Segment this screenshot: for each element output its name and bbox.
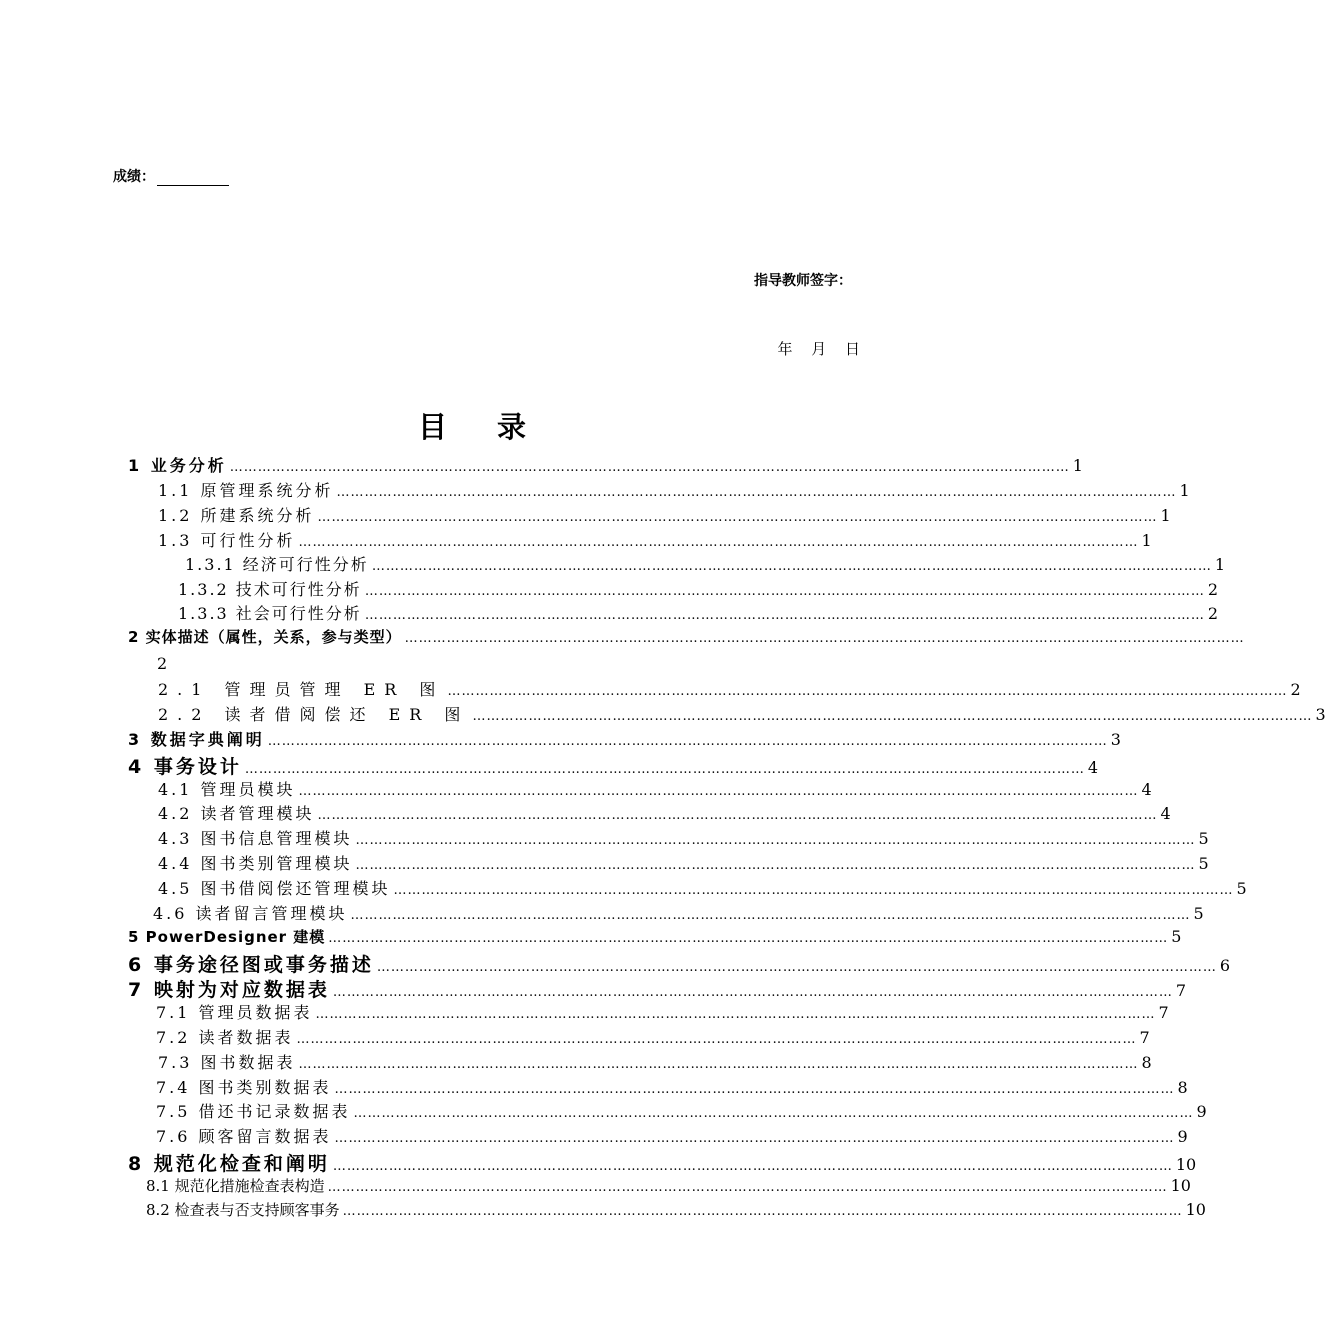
toc-entry-page-number: 7 xyxy=(1158,1003,1169,1022)
toc-entry-page-number: 7 xyxy=(1175,981,1187,1000)
toc-entry[interactable] xyxy=(128,1149,1197,1175)
toc-entry-label: 7.5 借还书记录数据表 xyxy=(156,1102,351,1121)
toc-entry[interactable] xyxy=(158,677,1301,702)
toc-dot-leader: ……………………………………………………………………………………………………………………………………………………………… xyxy=(404,631,1245,646)
toc-dot-leader: ……………………………………………………………………………………………………………………………………………………………… xyxy=(336,485,1177,500)
toc-dot-leader: ……………………………………………………………………………………………………………………………………………………………… xyxy=(298,1057,1139,1072)
toc-dot-leader: ……………………………………………………………………………………………………………………………………………………………… xyxy=(364,584,1205,599)
toc-entry[interactable] xyxy=(158,1050,1152,1075)
toc-entry[interactable] xyxy=(156,1000,1169,1025)
toc-entry[interactable] xyxy=(128,626,1245,651)
toc-entry-label: 4.3 图书信息管理模块 xyxy=(158,829,353,848)
toc-entry-label: 7.1 管理员数据表 xyxy=(156,1003,313,1022)
toc-entry-page-number: 2 xyxy=(1207,604,1218,623)
toc-entry-page-number: 5 xyxy=(1171,927,1182,946)
toc-entry-label: 1.3.2 技术可行性分析 xyxy=(178,580,362,599)
toc-entry-label: 1.2 所建系统分析 xyxy=(158,506,315,525)
toc-dot-leader: ……………………………………………………………………………………………………………………………………………………………… xyxy=(350,908,1191,923)
toc-entry-page-number: 5 xyxy=(1198,854,1209,873)
toc-entry-label: 7.6 顾客留言数据表 xyxy=(156,1127,332,1146)
toc-dot-leader: ……………………………………………………………………………………………………………………………………………………………… xyxy=(353,1106,1194,1121)
toc-dot-leader: ……………………………………………………………………………………………………………………………………………………………… xyxy=(298,535,1139,550)
toc-entry-page-number: 1 xyxy=(1072,456,1083,475)
toc-dot-leader: ……………………………………………………………………………………………………………………………………………………………… xyxy=(244,762,1085,777)
toc-entry-label: 2.2 读者借阅偿还 ER 图 xyxy=(158,705,470,724)
toc-entry-page-number: 3 xyxy=(1110,730,1121,749)
toc-entry[interactable] xyxy=(128,727,1121,752)
toc-entry-page-number: 10 xyxy=(1175,1155,1197,1174)
toc-entry-label: 4 事务设计 xyxy=(128,756,242,778)
toc-dot-leader: ……………………………………………………………………………………………………………………………………………………………… xyxy=(327,1180,1168,1195)
date-line: 年 月 日 xyxy=(777,340,860,358)
toc-entry-label: 7.2 读者数据表 xyxy=(156,1028,294,1047)
toc-entry-label: 4.5 图书借阅偿还管理模块 xyxy=(158,879,391,898)
toc-entry-page-number: 2 xyxy=(1290,680,1301,699)
toc-entry[interactable] xyxy=(128,950,1231,976)
grade-field xyxy=(113,166,229,186)
toc-entry-label: 1.3 可行性分析 xyxy=(158,531,296,550)
toc-entry-page-number: 5 xyxy=(1236,879,1247,898)
toc-entry-label: 7.4 图书类别数据表 xyxy=(156,1078,332,1097)
toc-entry[interactable] xyxy=(178,577,1218,602)
toc-dot-leader: ……………………………………………………………………………………………………………………………………………………………… xyxy=(447,684,1288,699)
toc-dot-leader: ……………………………………………………………………………………………………………………………………………………………… xyxy=(334,1131,1175,1146)
toc-entry-label: 2 实体描述（属性，关系，参与类型） xyxy=(128,628,402,646)
toc-dot-leader: ……………………………………………………………………………………………………………………………………………………………… xyxy=(296,1032,1137,1047)
toc-entry-page-number: 8 xyxy=(1177,1078,1188,1097)
toc-entry-label: 2.1 管理员管理 ER 图 xyxy=(158,680,445,699)
toc-entry[interactable] xyxy=(158,876,1247,901)
toc-dot-leader: ……………………………………………………………………………………………………………………………………………………………… xyxy=(229,460,1070,475)
toc-entry-label: 7.3 图书数据表 xyxy=(158,1053,296,1072)
toc-title-char-1: 目 xyxy=(417,410,453,444)
toc-entry-page-number: 4 xyxy=(1087,758,1099,777)
toc-entry-label: 8.2 检查表与否支持顾客事务 xyxy=(146,1201,340,1219)
toc-entry[interactable] xyxy=(128,975,1187,1001)
toc-entry[interactable] xyxy=(146,1199,1206,1224)
toc-entry[interactable] xyxy=(158,826,1209,851)
toc-entry-label: 1 业务分析 xyxy=(128,456,227,475)
toc-entry-page-number: 9 xyxy=(1177,1127,1188,1146)
toc-dot-leader: ……………………………………………………………………………………………………………………………………………………………… xyxy=(267,734,1108,749)
toc-entry-label: 4.6 读者留言管理模块 xyxy=(153,904,348,923)
toc-entry-label: 4.4 图书类别管理模块 xyxy=(158,854,353,873)
toc-entry[interactable] xyxy=(158,777,1152,802)
toc-entry-page-number: 4 xyxy=(1160,804,1171,823)
toc-entry-page-number: 3 xyxy=(1315,705,1326,724)
toc-dot-leader: ……………………………………………………………………………………………………………………………………………………………… xyxy=(376,960,1217,975)
toc-entry-page-number: 7 xyxy=(1139,1028,1150,1047)
toc-dot-leader: ……………………………………………………………………………………………………………………………………………………………… xyxy=(342,1204,1183,1219)
toc-dot-leader: ……………………………………………………………………………………………………………………………………………………………… xyxy=(328,931,1169,946)
toc-dot-leader: ……………………………………………………………………………………………………………………………………………………………… xyxy=(317,808,1158,823)
toc-entry[interactable] xyxy=(158,478,1190,503)
toc-entry[interactable] xyxy=(128,752,1099,778)
toc-entry[interactable] xyxy=(158,851,1209,876)
toc-dot-leader: ……………………………………………………………………………………………………………………………………………………………… xyxy=(364,608,1205,623)
toc-entry[interactable] xyxy=(146,1175,1191,1200)
toc-entry[interactable] xyxy=(185,552,1225,577)
toc-entry[interactable] xyxy=(128,926,1182,951)
toc-entry-page-number: 8 xyxy=(1141,1053,1152,1072)
toc-dot-leader: ……………………………………………………………………………………………………………………………………………………………… xyxy=(334,1082,1175,1097)
toc-entry[interactable] xyxy=(158,503,1171,528)
toc-entry-page-number: 1 xyxy=(1141,531,1152,550)
toc-entry-page-number: 6 xyxy=(1219,956,1231,975)
toc-entry[interactable] xyxy=(158,801,1171,826)
toc-entry[interactable] xyxy=(128,453,1083,478)
toc-dot-leader: ……………………………………………………………………………………………………………………………………………………………… xyxy=(298,784,1139,799)
grade-label: 成绩： xyxy=(113,169,155,185)
toc-entry[interactable] xyxy=(156,1099,1207,1124)
toc-dot-leader: ……………………………………………………………………………………………………………………………………………………………… xyxy=(355,858,1196,873)
toc-title-char-2: 录 xyxy=(497,410,533,444)
toc-entry-label: 1.1 原管理系统分析 xyxy=(158,481,334,500)
toc-dot-leader: ……………………………………………………………………………………………………………………………………………………………… xyxy=(393,883,1234,898)
toc-dot-leader: ……………………………………………………………………………………………………………………………………………………………… xyxy=(371,559,1212,574)
toc-dot-leader: ……………………………………………………………………………………………………………………………………………………………… xyxy=(332,985,1173,1000)
toc-entry-page-number: 1 xyxy=(1160,506,1171,525)
toc-entry-page-number: 10 xyxy=(1170,1176,1191,1195)
toc-entry[interactable] xyxy=(156,1124,1188,1149)
toc-entry[interactable] xyxy=(156,1025,1150,1050)
toc-wrapped-page-number: 2 xyxy=(157,654,168,673)
grade-blank-line xyxy=(157,171,229,186)
toc-dot-leader: ……………………………………………………………………………………………………………………………………………………………… xyxy=(472,709,1313,724)
toc-entry[interactable] xyxy=(158,528,1152,553)
toc-entry-label: 4.2 读者管理模块 xyxy=(158,804,315,823)
toc-entry-label: 4.1 管理员模块 xyxy=(158,780,296,799)
toc-dot-leader: ……………………………………………………………………………………………………………………………………………………………… xyxy=(355,833,1196,848)
toc-dot-leader: ……………………………………………………………………………………………………………………………………………………………… xyxy=(332,1159,1173,1174)
toc-entry-label: 6 事务途径图或事务描述 xyxy=(128,954,374,976)
toc-entry[interactable] xyxy=(178,601,1218,626)
toc-entry-page-number: 1 xyxy=(1179,481,1190,500)
toc-entry-page-number: 2 xyxy=(1207,580,1218,599)
toc-entry-label: 8.1 规范化措施检查表构造 xyxy=(146,1177,325,1195)
toc-entry-page-number: 4 xyxy=(1141,780,1152,799)
toc-entry-page-number: 10 xyxy=(1185,1200,1206,1219)
toc-dot-leader: ……………………………………………………………………………………………………………………………………………………………… xyxy=(317,510,1158,525)
toc-dot-leader: ……………………………………………………………………………………………………………………………………………………………… xyxy=(315,1007,1156,1022)
toc-entry-label: 3 数据字典阐明 xyxy=(128,730,265,749)
toc-entry-page-number: 9 xyxy=(1196,1102,1207,1121)
toc-entry-label: 8 规范化检查和阐明 xyxy=(128,1153,330,1175)
toc-entry-label: 7 映射为对应数据表 xyxy=(128,979,330,1001)
toc-entry[interactable] xyxy=(156,1075,1188,1100)
toc-entry-page-number: 5 xyxy=(1198,829,1209,848)
toc-entry[interactable] xyxy=(153,901,1204,926)
advisor-signature-label: 指导教师签字： xyxy=(754,273,852,289)
toc-entry[interactable] xyxy=(158,702,1326,727)
toc-entry-label: 5 PowerDesigner 建模 xyxy=(128,928,326,946)
toc-entry-label: 1.3.1 经济可行性分析 xyxy=(185,555,369,574)
toc-entry-page-number: 1 xyxy=(1214,555,1225,574)
toc-entry-page-number: 5 xyxy=(1193,904,1204,923)
toc-title xyxy=(0,405,950,446)
toc-entry-label: 1.3.3 社会可行性分析 xyxy=(178,604,362,623)
